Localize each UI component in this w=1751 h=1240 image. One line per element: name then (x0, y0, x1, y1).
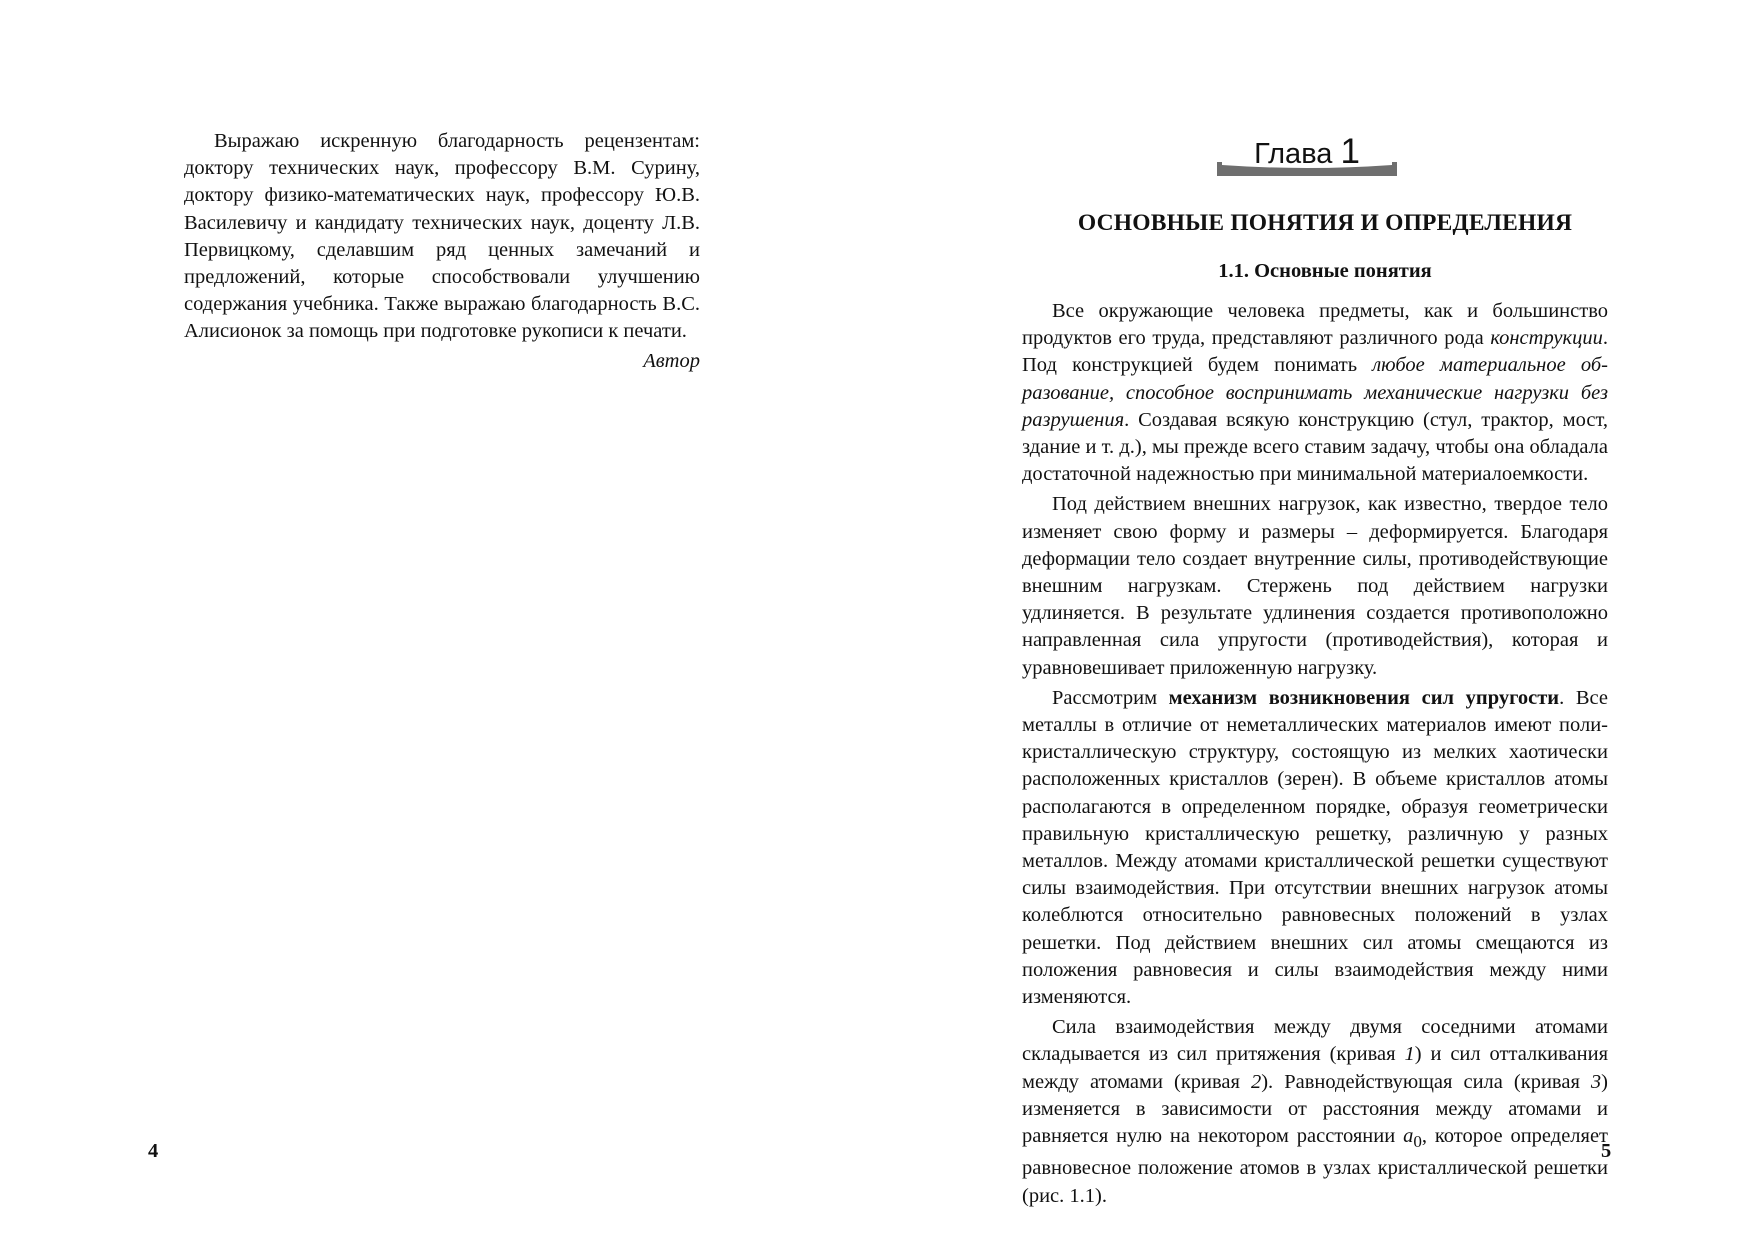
p4-text-c: ) и сил отталкивания между атомами (кривая (1022, 1043, 1609, 1093)
section-title: 1.1. Основные понятия (1218, 260, 1432, 282)
p3-text-c: . Все металлы в отличие от неметаллических материалов имеют поликристаллическую структуру, состоящую из мелких хаотически расположенных кристаллов (зерен). В объеме кристаллов атомы располагаются в определенном порядке, образуя геометрически правильную кристаллическую решетку, различную у разных металлов. Между атомами кристаллической решетки существуют силы взаимодействия. При отсутствии внешних нагрузок атомы колеблются относительно равновесных положений в узлах решетки. Под действием внешних сил атомы смещаются из положения равновесия и силы взаимодействия между ними изменяются. (1022, 686, 1608, 1009)
p1-text-c: . Под конструкцией будем понимать (1022, 327, 1608, 377)
page-number-left: 4 (148, 1140, 159, 1162)
chapter-underline-bar (1217, 162, 1397, 178)
curve-2-label: 2 (1250, 1070, 1262, 1093)
distance-symbol: a (1403, 1125, 1414, 1148)
chapter-word: Глава (1254, 138, 1333, 170)
curve-1-label: 1 (1404, 1043, 1415, 1066)
p1-text-a: Все окружающие человека предметы, как и большинство продуктов его труда, представляют различного рода (1022, 300, 1608, 350)
p4-text-g: ) изменяется в зависимости от расстояния между атомами и равняется нулю на некотором расстоянии (1022, 1070, 1608, 1148)
p3-bold-term: механизм возникновения сил упругости (1168, 686, 1560, 709)
body-text (1022, 298, 1608, 1210)
left-page (0, 0, 875, 1240)
acknowledgements-block (184, 128, 700, 375)
acknowledgements-paragraph: Выражаю искренную благодарность рецензентам: доктору технических наук, профессору В.М. Сурину, доктору физико-математических наук, профессору Ю.В. Василевичу и кандидату технических наук, доценту Л.В. Первицкому, сделавшим ряд ценных замечаний и предложений, которые способствовали улучшению содержания учебника. Также выражаю благодарность В.С. Алисионок за помощь при подготовке рукописи к печати. (184, 130, 700, 343)
p4-text-a: Сила взаимодействия между двумя соседними атомами складывается из сил притяжения (кривая (1022, 1016, 1608, 1066)
author-signature: Автор (643, 349, 700, 372)
chapter-number: 1 (1340, 132, 1360, 171)
paragraph-elasticity-mechanism (1022, 685, 1608, 1011)
curve-3-label: 3 (1590, 1070, 1602, 1093)
paragraph-constructions (1022, 298, 1608, 488)
paragraph-deformation: Под действием внешних нагрузок, как известно, твердое тело изменяет свою форму и размеры – деформируется. Благодаря деформации тело создает внутренние силы, противодействующие внешним нагрузкам. Стержень под действием нагрузки удлиняется. В результате удлинения создается противоположно направленная сила упругости (противодействия), которая и уравновешивает приложенную нагрузку. (1022, 493, 1608, 679)
p1-text-e: . Создавая всякую конструкцию (стул, трактор, мост, здание и т. д.), мы прежде всего ставим задачу, чтобы она обладала достаточной надежностью при минимальной материалоемкости. (1022, 408, 1608, 486)
p3-text-a: Рассмотрим (1052, 686, 1169, 709)
distance-subscript: 0 (1413, 1132, 1422, 1152)
chapter-title: ОСНОВНЫЕ ПОНЯТИЯ И ОПРЕДЕЛЕНИЯ (1077, 210, 1573, 236)
p1-italic-definition: любое материальное образование, способное воспринимать механические нагрузки без разрушения (1022, 354, 1608, 431)
p4-text-e: ). Равнодействующая сила (кривая (1261, 1070, 1591, 1093)
page-number-right: 5 (1601, 1140, 1612, 1162)
p1-italic-term: конструкции (1490, 327, 1603, 350)
chapter-heading (1217, 130, 1397, 178)
p4-text-j: , которое определяет равновесное положение атомов в узлах кристаллической решетки (рис. 1.1). (1022, 1125, 1609, 1207)
paragraph-interaction-force (1022, 1014, 1608, 1210)
